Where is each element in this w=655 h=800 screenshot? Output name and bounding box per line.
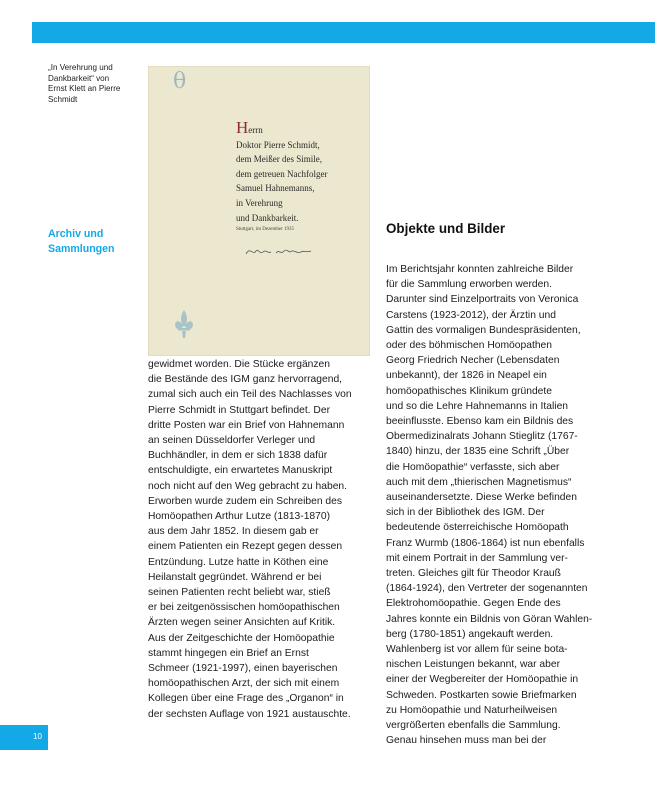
text-line: an seinen Düsseldorfer Verleger und bbox=[148, 435, 316, 447]
text-line: sich in der Bibliothek des IGM. Der bbox=[386, 507, 545, 519]
text-line: noch nicht auf den Weg gebracht zu haben. bbox=[148, 480, 348, 492]
right-text-column bbox=[386, 262, 612, 749]
text-line: gewidmet worden. Die Stücke ergänzen bbox=[148, 359, 331, 370]
dedication-line: dem getreuen Nachfolger bbox=[236, 168, 328, 179]
section-label-line: Archiv und bbox=[48, 228, 104, 240]
text-line: seinen Patienten recht beliebt war, stieß bbox=[148, 587, 331, 599]
dedication-line: und Dankbarkeit. bbox=[236, 212, 299, 223]
page-number: 10 bbox=[33, 732, 42, 741]
text-line: er bei zeitgenössischen homöopathischen bbox=[148, 602, 340, 614]
text-line: Genau hinsehen muss man bei der bbox=[386, 735, 547, 747]
text-line: Obermedizinalrats Johann Stieglitz (1767- bbox=[386, 431, 578, 443]
section-label-line: Sammlungen bbox=[48, 243, 115, 255]
caption-line: Ernst Klett an Pierre bbox=[48, 84, 121, 94]
text-line: Georg Friedrich Necher (Lebensdaten bbox=[386, 355, 560, 367]
text-line: Gattin des vormaligen Bundespräsidenten, bbox=[386, 324, 581, 336]
text-line: Buchhändler, in dem er sich 1838 dafür bbox=[148, 450, 328, 462]
dedication-text bbox=[236, 118, 366, 225]
text-line: oder des böhmischen Homöopathen bbox=[386, 340, 553, 352]
text-line: nischen Leistungen bekannt, war aber bbox=[386, 659, 561, 671]
text-line: Kollegen über eine Frage des „Organon“ in bbox=[148, 693, 344, 705]
text-line: Pierre Schmidt in Stuttgart befindet. Der bbox=[148, 404, 330, 416]
text-line: beeinflusste. Ebenso kam ein Bildnis des bbox=[386, 416, 574, 428]
caption-line: Dankbarkeit“ von bbox=[48, 73, 110, 83]
dedication-line: Doktor Pierre Schmidt, bbox=[236, 139, 320, 150]
text-line: auch mit dem „thierischen Magnetismus“ bbox=[386, 476, 572, 488]
text-line: die Homöopathie“ verfasste, sich aber bbox=[386, 461, 560, 473]
text-line: stammt hingegen ein Brief an Ernst bbox=[148, 647, 309, 659]
text-line: berg (1780-1851) angekauft werden. bbox=[386, 628, 554, 640]
text-line: Ärzten wegen seiner Ansichten auf Kritik. bbox=[148, 617, 336, 629]
text-line: unbekannt), der 1826 in Neapel ein bbox=[386, 370, 547, 382]
text-line: 1840) hinzu, der 1835 eine Schrift „Über bbox=[386, 446, 570, 458]
text-line: Im Berichtsjahr konnten zahlreiche Bilder bbox=[386, 264, 574, 275]
text-line: Heilanstalt gegründet. Während er bei bbox=[148, 571, 322, 583]
text-line: homöopathisches Klinikum gründete bbox=[386, 385, 552, 397]
text-line: zumal sich auch ein Teil des Nachlasses von bbox=[148, 389, 352, 401]
section-heading: Objekte und Bilder bbox=[386, 221, 506, 236]
text-line: mit einem Portrait in der Sammlung ver- bbox=[386, 552, 568, 564]
dedication-line: dem Meißer des Simile, bbox=[236, 154, 322, 165]
text-line: Wahlenberg ist vor allem für seine bota- bbox=[386, 644, 568, 656]
text-line: Elektrohomöopathie. Gegen Ende des bbox=[386, 598, 561, 610]
text-line: für die Sammlung erworben werden. bbox=[386, 279, 552, 291]
fleur-de-lis-icon bbox=[173, 309, 195, 339]
text-line: homöopathischen Arzt, der sich mit einem bbox=[148, 678, 340, 690]
text-line: Darunter sind Einzelportraits von Veronica bbox=[386, 294, 579, 306]
text-line: Erworben wurde zudem ein Schreiben des bbox=[148, 495, 343, 507]
text-line: Homöopathen Arthur Lutze (1813-1870) bbox=[148, 511, 331, 523]
text-line: einer der Wegbereiter der Homöopathie in bbox=[386, 674, 579, 686]
text-line: Jahres konnte ein Bildnis von Göran Wahlen- bbox=[386, 613, 593, 625]
text-line: vergrößerten ebenfalls die Sammlung. bbox=[386, 720, 561, 732]
dedication-line: in Verehrung bbox=[236, 197, 283, 208]
section-label bbox=[48, 227, 138, 257]
text-line: bedeutende österreichische Homöopath bbox=[386, 522, 569, 534]
text-line: Franz Wurmb (1806-1864) ist nun ebenfalls bbox=[386, 537, 585, 549]
text-line: einem Patienten ein Rezept gegen dessen bbox=[148, 541, 343, 553]
text-line: die Bestände des IGM ganz hervorragend, bbox=[148, 374, 343, 386]
image-caption bbox=[48, 63, 148, 106]
dedication-date: Stuttgart, im Dezember 1935 bbox=[236, 227, 295, 232]
dedication-line: Samuel Hahnemanns, bbox=[236, 183, 315, 194]
theta-logo-icon: θ bbox=[173, 69, 187, 94]
text-line: entschuldigte, ein erwartetes Manuskript bbox=[148, 465, 333, 477]
dedication-initial: H bbox=[236, 118, 249, 137]
left-text-column bbox=[148, 357, 378, 722]
text-line: und so die Lehre Hahnemanns in Italien bbox=[386, 400, 569, 412]
text-line: der sechsten Auflage von 1921 austauschte. bbox=[148, 708, 351, 720]
signature-icon bbox=[244, 242, 314, 260]
top-accent-bar bbox=[32, 22, 655, 43]
text-line: zu Homöopathie und Naturheilweisen bbox=[386, 704, 558, 716]
dedication-first-line bbox=[236, 118, 366, 138]
text-line: Entzündung. Lutze hatte in Köthen eine bbox=[148, 556, 329, 568]
text-line: Carstens (1923-2012), der Ärztin und bbox=[386, 309, 556, 321]
caption-line: „In Verehrung und bbox=[48, 63, 113, 72]
text-line: treten. Gleiches gilt für Theodor Krauß bbox=[386, 568, 561, 580]
text-line: auseinandersetzte. Diese Werke befinden bbox=[386, 492, 577, 504]
dedication-image bbox=[148, 66, 370, 356]
text-line: aus dem Jahr 1852. In diesem gab er bbox=[148, 526, 319, 538]
text-line: dritte Posten war ein Brief von Hahnemann bbox=[148, 419, 345, 431]
text-line: Schmeer (1921-1997), einen bayerischen bbox=[148, 663, 338, 675]
text-line: Schweden. Postkarten sowie Briefmarken bbox=[386, 689, 577, 701]
caption-line: Schmidt bbox=[48, 95, 78, 105]
dedication-first-word: errn bbox=[248, 125, 263, 135]
page-number-box bbox=[0, 725, 48, 750]
text-line: (1864-1924), den Vertreter der sogenannten bbox=[386, 583, 588, 595]
text-line: Aus der Zeitgeschichte der Homöopathie bbox=[148, 632, 335, 644]
